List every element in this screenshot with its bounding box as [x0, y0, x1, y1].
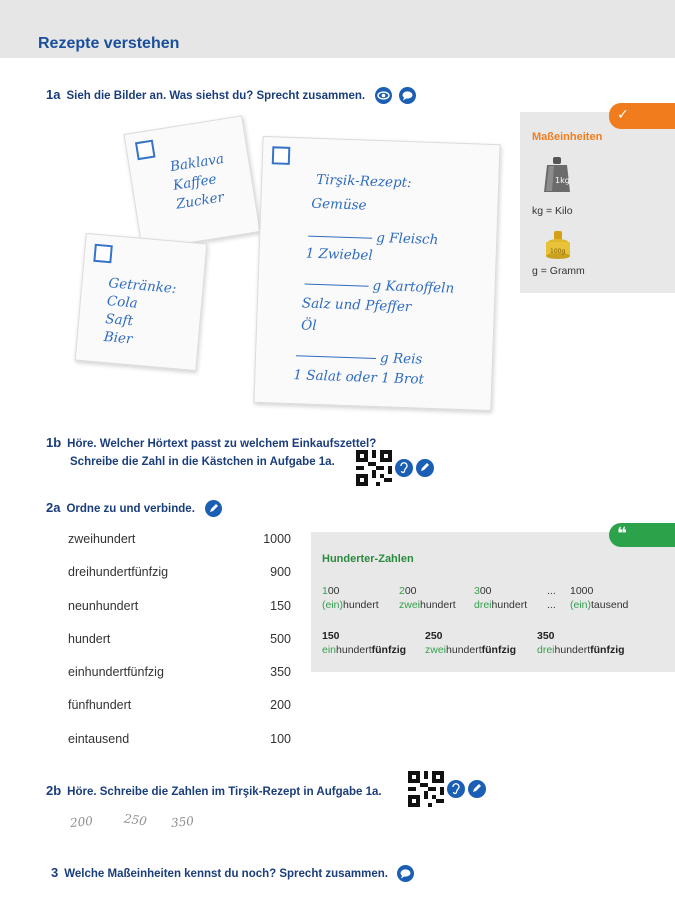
kilogram-weight-icon — [542, 156, 572, 194]
hundreds-example: 100 (ein)hundert — [322, 585, 379, 611]
note-line: Tirşik-Rezept: — [315, 171, 412, 192]
answer-checkbox[interactable] — [93, 244, 113, 264]
info-tag — [609, 523, 675, 547]
number-item[interactable]: 200 — [270, 698, 291, 713]
number-item[interactable]: 500 — [270, 631, 291, 646]
info-box-masseinheiten — [520, 106, 675, 293]
info-box-hunderter-zahlen — [311, 524, 675, 672]
blank-line — [305, 283, 369, 286]
note-line: Saft — [104, 310, 134, 330]
task-1b — [46, 434, 376, 471]
number-item[interactable]: 150 — [270, 598, 291, 613]
hundreds-example: 300 dreihundert — [474, 585, 528, 611]
shopping-note-baklava — [124, 115, 261, 250]
note-line: 1 Salat oder 1 Brot — [293, 367, 425, 388]
task-instruction: Schreibe die Zahl in die Kästchen in Aufgabe 1a. — [70, 456, 335, 468]
blank-line — [308, 236, 372, 239]
task-instruction: Ordne zu und verbinde. — [66, 503, 195, 515]
note-unit: g Kartoffeln — [372, 277, 455, 297]
note-line: Kaffee — [171, 171, 218, 194]
answer-value: 350 — [170, 813, 195, 831]
task-3 — [51, 865, 414, 882]
word-item[interactable]: einhundertfünfzig — [68, 665, 164, 680]
shopping-note-getraenke — [75, 233, 208, 371]
task-instruction: Höre. Welcher Hörtext passt zu welchem Einkaufszettel? — [67, 438, 377, 450]
task-instruction: Höre. Schreibe die Zahlen im Tirşik-Rezept in Aufgabe 1a. — [67, 786, 382, 798]
task-number: 2a — [46, 500, 61, 515]
note-line: Gemüse — [311, 195, 367, 214]
note-unit: g Reis — [379, 350, 423, 368]
number-item[interactable]: 1000 — [263, 532, 291, 546]
recipe-note-tirsik — [253, 136, 500, 411]
weight-label: 100g — [550, 248, 566, 255]
ear-icon[interactable] — [447, 780, 465, 798]
word-item[interactable]: zweihundert — [68, 532, 136, 546]
word-item[interactable]: fünfhundert — [68, 698, 132, 713]
unit-label-g: g = Gramm — [532, 265, 585, 277]
task-2b — [46, 783, 382, 798]
number-list — [258, 532, 291, 765]
qr-code-icon[interactable] — [408, 771, 444, 807]
note-line: Baklava — [169, 150, 226, 176]
task-number: 1b — [46, 435, 62, 450]
task-number: 3 — [51, 865, 59, 880]
note-line: 1 Zwiebel — [305, 245, 373, 264]
info-box-title: Hunderter-Zahlen — [322, 553, 414, 565]
answer-checkbox[interactable] — [272, 146, 291, 165]
hundreds-example: 200 zweihundert — [399, 585, 456, 611]
fifty-example: 250 zweihundertfünfzig — [425, 630, 517, 656]
info-tag — [609, 103, 675, 129]
number-item[interactable]: 900 — [270, 565, 291, 580]
eye-icon[interactable] — [375, 87, 392, 104]
note-line: Öl — [300, 317, 317, 334]
note-line: Bier — [103, 328, 134, 348]
qr-code-icon[interactable] — [356, 450, 392, 486]
note-line: Cola — [106, 293, 139, 312]
number-item[interactable]: 100 — [270, 731, 291, 746]
fifty-example: 350 dreihundertfünfzig — [537, 630, 625, 656]
note-line: Getränke: — [107, 275, 178, 298]
hundreds-example: 1000 (ein)tausend — [570, 585, 629, 611]
ear-icon[interactable] — [395, 459, 413, 477]
speech-bubble-icon[interactable] — [397, 865, 414, 882]
word-item[interactable]: neunhundert — [68, 598, 139, 613]
task-2a — [46, 500, 222, 517]
page-title: Rezepte verstehen — [38, 35, 180, 52]
answer-checkbox[interactable] — [135, 140, 156, 161]
page-header — [0, 0, 675, 58]
quote-icon: ❝ — [617, 524, 627, 543]
ellipsis: ... ... — [547, 585, 556, 611]
speech-bubble-icon[interactable] — [399, 87, 416, 104]
blank-line — [296, 355, 376, 359]
task-number: 1a — [46, 87, 61, 102]
pencil-icon[interactable] — [468, 780, 486, 798]
check-icon: ✓ — [617, 106, 629, 122]
task-1a — [46, 87, 416, 104]
note-line: Salz und Pfeffer — [301, 295, 412, 316]
word-list — [68, 532, 168, 765]
word-item[interactable]: dreihundertfünfzig — [68, 565, 169, 580]
task-number: 2b — [46, 783, 62, 798]
task-instruction: Sieh die Bilder an. Was siehst du? Sprecht zusammen. — [66, 90, 366, 102]
task-instruction: Welche Maßeinheiten kennst du noch? Sprecht zusammen. — [64, 868, 388, 880]
gram-weight-icon — [544, 230, 572, 260]
note-unit: g Fleisch — [375, 229, 439, 249]
note-line: Zucker — [174, 189, 226, 213]
pencil-icon[interactable] — [205, 500, 222, 517]
info-box-title: Maßeinheiten — [532, 131, 603, 143]
answer-value: 250 — [123, 811, 148, 829]
word-item[interactable]: eintausend — [68, 731, 130, 746]
number-item[interactable]: 350 — [270, 665, 291, 680]
word-item[interactable]: hundert — [68, 631, 111, 646]
answer-value: 200 — [69, 813, 94, 831]
fifty-example: 150 einhundertfünfzig — [322, 630, 407, 656]
pencil-icon[interactable] — [416, 459, 434, 477]
unit-label-kg: kg = Kilo — [532, 205, 573, 217]
weight-label: 1kg — [555, 176, 570, 185]
